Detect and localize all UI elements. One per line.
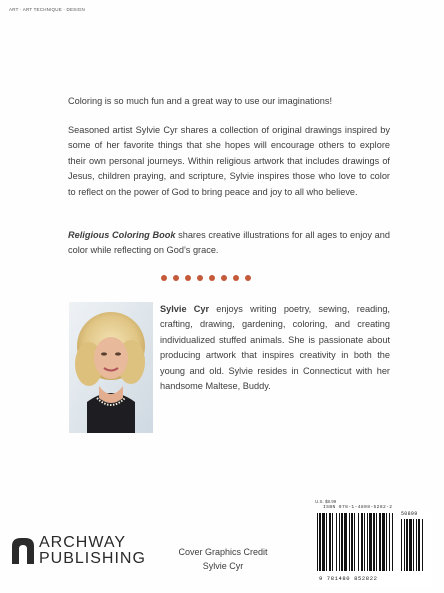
- category-label: ART · ART TECHNIQUE · DESIGN: [9, 7, 85, 12]
- publisher-name-line1: ARCHWAY: [39, 534, 126, 551]
- barcode-number: 9 781480 852822: [319, 575, 378, 582]
- author-portrait-illustration: [69, 302, 153, 433]
- divider-dot: [197, 275, 203, 281]
- publisher-name: [39, 535, 146, 567]
- author-bio: [160, 302, 390, 394]
- publisher-logo: [12, 535, 146, 567]
- blurb-description: Seasoned artist Sylvie Cyr shares a collection of original drawings inspired by some of her favorite things that she hopes will encourage others to explore their own personal journeys. Within religious artwork that includes drawings of Jesus, children praying, and scripture, Sylvie inspires those who love to color to reflect on the power of God to bring peace and joy to all who believe.: [68, 125, 390, 197]
- author-name: Sylvie Cyr: [160, 304, 210, 314]
- blurb-summary-text: shares creative illustrations for all ages to enjoy and color while reflecting on God’s grace.: [68, 230, 391, 256]
- divider-dot: [173, 275, 179, 281]
- dot-divider: [161, 275, 251, 281]
- barcode-bars: [315, 511, 432, 575]
- divider-dot: [233, 275, 239, 281]
- cover-credit-name: Sylvie Cyr: [202, 561, 244, 571]
- divider-dot: [161, 275, 167, 281]
- book-title: Religious Coloring Book: [68, 230, 176, 240]
- archway-arch-icon: [12, 538, 34, 564]
- barcode-supplement-number: 50899: [401, 511, 418, 517]
- author-photo: [69, 302, 153, 433]
- cover-credit-label: Cover Graphics Credit: [178, 547, 268, 557]
- divider-dot: [245, 275, 251, 281]
- divider-dot: [209, 275, 215, 281]
- blurb-summary: [68, 228, 390, 259]
- isbn-barcode: [315, 511, 432, 587]
- blurb-intro: Coloring is so much fun and a great way to use our imaginations!: [68, 96, 333, 106]
- cover-credit: [168, 545, 278, 573]
- divider-dot: [185, 275, 191, 281]
- author-bio-text: enjoys writing poetry, sewing, reading, crafting, drawing, gardening, coloring, and creating individualized stuffed animals. She is passionate about producing artwork that inspires creativity in both the young and old. Sylvie resides in Connecticut with her handsome Maltese, Buddy.: [160, 304, 390, 392]
- publisher-name-line2: PUBLISHING: [39, 550, 146, 567]
- isbn-label: ISBN 978-1-4808-5282-2: [323, 505, 393, 510]
- divider-dot: [221, 275, 227, 281]
- price-label: U.S. $8.99: [315, 499, 337, 504]
